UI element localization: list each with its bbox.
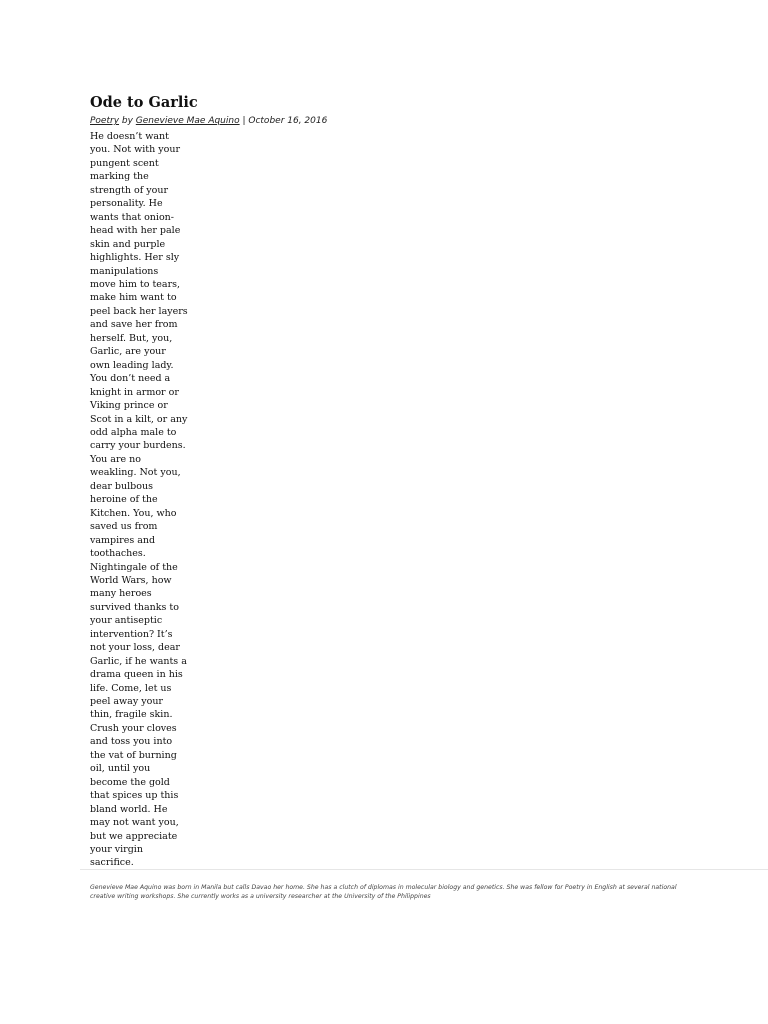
byline-separator: | [239, 116, 249, 126]
poem-line: Viking prince or [90, 400, 168, 412]
poem-line: head with her pale [90, 225, 181, 237]
poem-line: dear bulbous [90, 480, 153, 492]
poem-line: own leading lady. [90, 359, 174, 371]
poem-line: oil, until you [90, 763, 151, 775]
byline [90, 116, 690, 127]
publish-date: October 16, 2016 [248, 116, 328, 126]
poem-line: odd alpha male to [90, 426, 177, 438]
author-link[interactable]: Genevieve Mae Aquino [135, 116, 240, 126]
article-title: Ode to Garlic [90, 94, 198, 111]
poem-line: highlights. Her sly [90, 252, 180, 264]
poem-line: your virgin [90, 844, 143, 856]
byline-by: by [119, 116, 136, 126]
category-link[interactable]: Poetry [90, 116, 120, 126]
poem-line: carry your burdens. [90, 440, 186, 452]
poem-line: skin and purple [90, 238, 166, 250]
poem-line: Nightingale of the [90, 561, 178, 573]
poem-line: marking the [90, 171, 149, 183]
poem-line: strength of your [90, 184, 169, 196]
divider [80, 869, 768, 870]
poem-line: make him want to [90, 292, 177, 304]
poem-line: peel away your [90, 696, 163, 708]
poem-line: many heroes [90, 588, 152, 600]
poem-line: pungent scent [90, 157, 159, 169]
poem-line: survived thanks to [90, 601, 179, 613]
poem-line: bland world. He [90, 803, 168, 815]
poem-line: Kitchen. You, who [90, 507, 177, 519]
author-bio [90, 883, 690, 901]
poem-line: life. Come, let us [90, 682, 172, 694]
author-bio-line: Genevieve Mae Aquino was born in Manila but calls Davao her home. She has a clutch of diplomas in molecular biology and genetics. She was fellow for Poetry in English at several national [90, 884, 677, 891]
poem-line: weakling. Not you, [90, 467, 181, 479]
poem-line: wants that onion- [90, 211, 174, 223]
poem-line: toothaches. [90, 548, 146, 560]
poem-line: may not want you, [90, 817, 179, 829]
poem-line: and save her from [90, 319, 178, 331]
poem-body [90, 130, 190, 870]
poem-line: manipulations [90, 265, 159, 277]
poem-line: He doesn’t want [90, 131, 169, 142]
poem-line: Garlic, if he wants a [90, 655, 187, 667]
poem-line: knight in armor or [90, 386, 179, 398]
article [90, 94, 690, 870]
poem-line: World Wars, how [90, 574, 172, 586]
poem-line: heroine of the [90, 494, 158, 506]
poem-line: You are no [90, 453, 141, 465]
poem-line: vampires and [90, 534, 156, 546]
poem-line: herself. But, you, [90, 332, 173, 344]
author-bio-line: creative writing workshops. She currently works as a university researcher at the University of the Philippines [90, 893, 431, 900]
poem-line: but we appreciate [90, 830, 178, 842]
poem-line: move him to tears, [90, 278, 181, 290]
poem-line: sacrifice. [90, 857, 134, 869]
poem-line: and toss you into [90, 736, 173, 748]
poem-line: peel back her layers [90, 305, 188, 317]
poem-line: become the gold [90, 776, 170, 788]
poem-line: You don’t need a [90, 373, 171, 385]
poem-line: not your loss, dear [90, 642, 180, 654]
poem-line: personality. He [90, 198, 163, 210]
poem-line: that spices up this [90, 790, 179, 802]
poem-line: Scot in a kilt, or any [90, 413, 188, 425]
poem-line: saved us from [90, 521, 158, 533]
poem-line: thin, fragile skin. [90, 709, 173, 721]
poem-line: drama queen in his [90, 669, 183, 681]
poem-line: intervention? It’s [90, 628, 173, 640]
poem-line: Garlic, are your [90, 346, 166, 358]
poem-line: you. Not with your [90, 144, 180, 156]
poem-line: Crush your cloves [90, 722, 177, 734]
poem-line: your antiseptic [90, 615, 163, 627]
poem-line: the vat of burning [90, 749, 177, 761]
